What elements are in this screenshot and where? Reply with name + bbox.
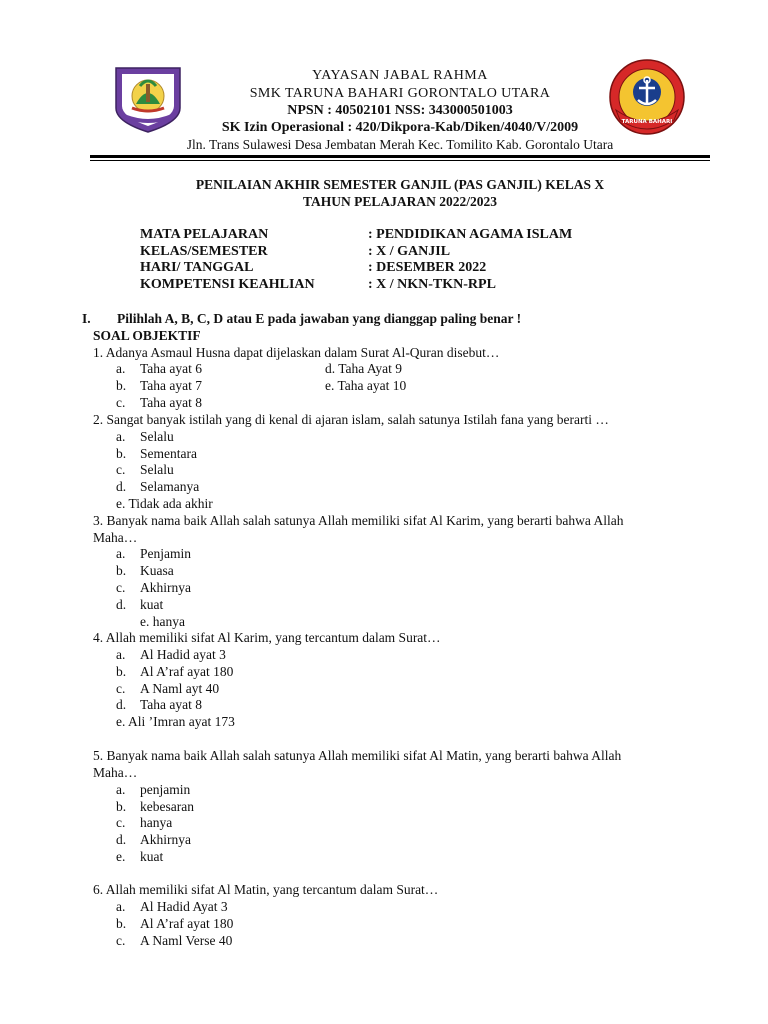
question-4: 4. Allah memiliki sifat Al Karim, yang tercantum dalam Surat… (93, 630, 441, 645)
info-value: : X / GANJIL (368, 244, 451, 259)
option-letter: e. (116, 849, 126, 864)
option-letter: a. (116, 782, 126, 797)
option-letter: c. (116, 580, 126, 595)
question-5-cont: Maha… (93, 765, 138, 780)
option-letter: d. (116, 697, 127, 712)
option-text: kuat (140, 849, 164, 864)
option-letter: a. (116, 429, 126, 444)
info-label: KELAS/SEMESTER (140, 244, 268, 259)
school-name: SMK TARUNA BAHARI GORONTALO UTARA (249, 86, 551, 101)
operational-permit: SK Izin Operasional : 420/Dikpora-Kab/Diken/4040/V/2009 (221, 120, 579, 135)
option-text: Sementara (140, 446, 197, 461)
option-letter: b. (116, 799, 127, 814)
exam-title: PENILAIAN AKHIR SEMESTER GANJIL (PAS GANJIL) KELAS X (195, 177, 605, 192)
option-letter: a. (116, 647, 126, 662)
option-letter: c. (116, 681, 126, 696)
option-text: Al Hadid ayat 3 (140, 647, 226, 662)
option-text: Taha ayat 7 (140, 378, 203, 393)
header-rule-thin (90, 160, 710, 161)
option-text: e. Taha ayat 10 (325, 378, 407, 393)
info-value: : X / NKN-TKN-RPL (368, 277, 496, 292)
info-value: : PENDIDIKAN AGAMA ISLAM (368, 227, 573, 242)
academic-year: TAHUN PELAJARAN 2022/2023 (302, 194, 497, 209)
option-text: Akhirnya (140, 832, 191, 847)
question-5: 5. Banyak nama baik Allah salah satunya Allah memiliki sifat Al Matin, yang berarti bahwa Allah (93, 748, 622, 763)
option-text: Al A’raf ayat 180 (140, 916, 234, 931)
option-letter: d. (116, 832, 127, 847)
school-emblem-logo (608, 58, 686, 136)
option-letter: c. (116, 815, 126, 830)
option-text: e. Tidak ada akhir (116, 496, 213, 511)
option-text: Penjamin (140, 546, 191, 561)
option-text: Taha ayat 6 (140, 361, 203, 376)
section-number: I. (82, 311, 91, 326)
section-instruction: Pilihlah A, B, C, D atau E pada jawaban yang dianggap paling benar ! (117, 311, 522, 326)
option-text: Al Hadid Ayat 3 (140, 899, 228, 914)
option-letter: b. (116, 664, 127, 679)
option-text: Selamanya (140, 479, 200, 494)
question-3: 3. Banyak nama baik Allah salah satunya Allah memiliki sifat Al Karim, yang berarti bahwa Allah (93, 513, 624, 528)
info-label: HARI/ TANGGAL (140, 260, 254, 275)
option-letter: a. (116, 546, 126, 561)
option-text: kuat (140, 597, 164, 612)
option-text: Taha ayat 8 (140, 395, 203, 410)
option-letter: b. (116, 563, 127, 578)
school-address: Jln. Trans Sulawesi Desa Jembatan Merah Kec. Tomilito Kab. Gorontalo Utara (186, 137, 614, 152)
header-rule-thick (90, 155, 710, 158)
question-1: 1. Adanya Asmaul Husna dapat dijelaskan dalam Surat Al-Quran disebut… (93, 345, 500, 360)
option-text: e. Ali ’Imran ayat 173 (116, 714, 235, 729)
option-text: Akhirnya (140, 580, 191, 595)
option-letter: b. (116, 446, 127, 461)
info-label: MATA PELAJARAN (140, 227, 269, 242)
option-text: Kuasa (140, 563, 174, 578)
option-text: Taha ayat 8 (140, 697, 203, 712)
section-subtitle: SOAL OBJEKTIF (93, 328, 201, 343)
option-letter: a. (116, 899, 126, 914)
option-text: kebesaran (140, 799, 194, 814)
info-value: : DESEMBER 2022 (368, 260, 487, 275)
foundation-name: YAYASAN JABAL RAHMA (312, 68, 488, 83)
option-text: A Naml ayt 40 (140, 681, 220, 696)
option-letter: b. (116, 378, 127, 393)
option-letter: a. (116, 361, 126, 376)
option-text: hanya (140, 815, 173, 830)
option-letter: c. (116, 933, 126, 948)
option-text: A Naml Verse 40 (140, 933, 233, 948)
question-3-cont: Maha… (93, 530, 138, 545)
school-emblem-text: TARUNA BAHARI (621, 119, 673, 125)
option-letter: d. (116, 479, 127, 494)
option-letter: d. (116, 597, 127, 612)
option-text: d. Taha Ayat 9 (325, 361, 403, 376)
question-6: 6. Allah memiliki sifat Al Matin, yang tercantum dalam Surat… (93, 882, 439, 897)
info-label: KOMPETENSI KEAHLIAN (140, 277, 315, 292)
option-text: Selalu (140, 429, 174, 444)
question-2: 2. Sangat banyak istilah yang di kenal di ajaran islam, salah satunya Istilah fana yang berarti … (93, 412, 609, 427)
option-text: penjamin (140, 782, 191, 797)
option-text: e. hanya (140, 614, 185, 629)
option-letter: c. (116, 395, 126, 410)
school-npsn: NPSN : 40502101 NSS: 343000501003 (287, 103, 513, 118)
option-letter: b. (116, 916, 127, 931)
option-text: Selalu (140, 462, 174, 477)
option-text: Al A’raf ayat 180 (140, 664, 234, 679)
option-letter: c. (116, 462, 126, 477)
